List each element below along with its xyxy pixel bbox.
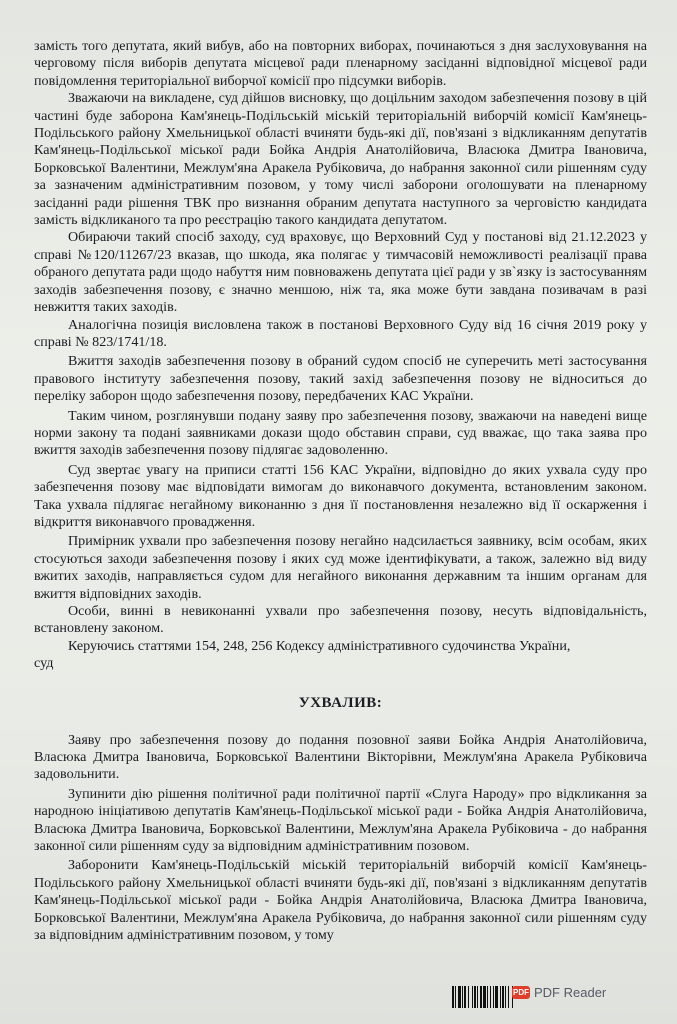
paragraph-thus-considered: Таким чином, розглянувши подану заяву про забезпечення позову, зважаючи на наведені вище норми закону та подані заявниками докази щодо обставин справи, суд вважає, що така заява про вжиття заходів забезпечення позову підлягає задоволенню. xyxy=(34,407,647,459)
paragraph-court-conclusion: Зважаючи на викладене, суд дійшов висновку, що доцільним заходом забезпечення позову в цій частині буде заборона Кам'янець-Подільській міській територіальній виборчій комісії Кам'янець-Подільського району Хмельницької області вчиняти будь-які дії, пов'язані з відкликанням депутатів Кам'янець-Подільської міської ради Бойка Андрія Анатолійовича, Власюка Дмитра Івановича, Борковської Валентини, Межлум'яна Аракела Рубіковича, до набрання законної сили рішенням суду за зазначеним адміністративним позовом, у тому числі заборони оголошувати на пленарному засіданні ради рішення ТВК про визнання обраним депутата наступного за черговістю кандидата замість відкликаного та про реєстрацію такого кандидата депутатом. xyxy=(34,90,647,229)
decision-heading: УХВАЛИВ: xyxy=(298,694,383,711)
paragraph-guided-by: Керуючись статтями 154, 248, 256 Кодексу адміністративного судочинства України, xyxy=(68,637,571,654)
paragraph-article-156: Суд звертає увагу на приписи статті 156 КАС України, відповідно до яких ухвала суду про забезпечення позову має відповідати вимогам до виконавчого документа, встановленим законом. Така ухвала підлягає негайному виконанню з дня її постановлення незалежно від її оскарження і відкриття виконавчого провадження. xyxy=(34,461,647,530)
paragraph-copy-sent: Примірник ухвали про забезпечення позову негайно надсилається заявнику, всім особам, яких стосуються заходи забезпечення позову і яких суд може ідентифікувати, а також, залежно від виду вжитих заходів, направляється судом для негайного виконання державним та іншим органам для вжиття відповідних заходів. xyxy=(34,533,647,602)
paragraph-supreme-court-ruling: Обираючи такий спосіб заходу, суд враховує, що Верховний Суд у постанові від 21.12.2023 у справі №120/11267/23 вказав, що шкода, яка полягає у тимчасовій неможливості реалізації права обраного депутата ради щодо набуття ним повноважень депутата цієї ради у зв`язку із застосуванням заходів забезпечення позову, є значно меншою, ніж та, яка може бути завдана позивачам в разі невжиття таких заходів. xyxy=(34,229,647,316)
paragraph-analogous-position: Аналогічна позиція висловлена також в постанові Верховного Суду від 16 січня 2019 року у справі № 823/1741/18. xyxy=(34,316,647,350)
decision-suspend-party-decision: Зупинити дію рішення політичної ради політичної партії «Слуга Народу» про відкликання за народною ініціативою депутатів Кам'янець-Подільської міської ради - Бойка Андрія Анатолійовича, Власюка Дмитра Івановича, Борковської Валентини, Межлум'яна Аракела Рубіковича - до набрання законної сили рішенням суду за відповідним адміністративним позовом. xyxy=(34,785,647,855)
paragraph-continuation: замість того депутата, який вибув, або на повторних виборах, починаються з дня заслуховування на черговому після виборів депутата місцевої ради пленарному засіданні відповідної місцевої ради повідомлення територіальної виборчої комісії про підсумки виборів. xyxy=(34,38,647,89)
watermark-text: PDF Reader xyxy=(534,985,607,1000)
paragraph-liability: Особи, винні в невиконанні ухвали про забезпечення позову, несуть відповідальність, встановлену законом. xyxy=(34,603,647,637)
court-word: суд xyxy=(34,655,54,672)
paragraph-measures-purpose: Вжиття заходів забезпечення позову в обраний судом спосіб не суперечить меті застосування правового інституту забезпечення позову, такий захід забезпечення позову не відноситься до переліку заборон щодо забезпечення позову, передбачених КАС України. xyxy=(34,353,647,405)
pdf-reader-watermark xyxy=(512,985,606,1000)
decision-grant-application: Заяву про забезпечення позову до подання позовної заяви Бойка Андрія Анатолійовича, Власюка Дмитра Івановича, Борковської Валентини Вікторівни, Межлум'яна Аракела Рубіковича задовольнити. xyxy=(34,731,647,783)
pdf-reader-logo-icon: PDF xyxy=(513,988,529,997)
decision-prohibit-commission: Заборонити Кам'янець-Подільській міській територіальній виборчій комісії Кам'янець-Подільського району Хмельницької області вчиняти будь-які дії, пов'язані з відкликанням депутатів Кам'янець-Подільської міської ради - Бойка Андрія Анатолійовича, Власюка Дмитра Івановича, Борковської Валентини, Межлум'яна Аракела Рубіковича, до набрання законної сили рішенням суду за відповідним адміністративним позовом, у тому xyxy=(34,857,647,944)
